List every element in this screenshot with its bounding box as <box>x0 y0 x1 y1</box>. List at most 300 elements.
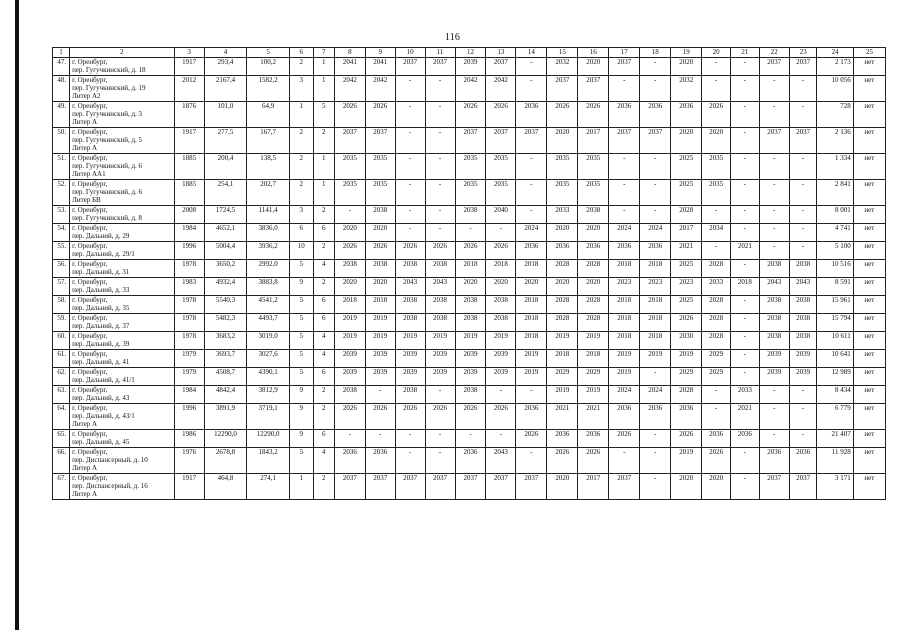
table-cell: 2038 <box>789 296 817 314</box>
table-cell: 5 <box>290 448 313 474</box>
table-cell: 5 <box>290 260 313 278</box>
table-cell: 2018 <box>516 260 547 278</box>
table-cell: 2018 <box>334 296 365 314</box>
table-cell: 2019 <box>547 332 578 350</box>
table-cell: - <box>395 128 425 154</box>
table-cell: 2037 <box>486 58 516 76</box>
table-cell: 2037 <box>578 76 609 102</box>
table-cell: 2039 <box>334 350 365 368</box>
cost-cell: 3 171 <box>817 474 853 500</box>
table-cell: 1986 <box>174 430 204 448</box>
table-cell: 2032 <box>671 76 702 102</box>
table-cell: - <box>516 448 547 474</box>
table-cell: 2042 <box>455 76 486 102</box>
table-cell: 1984 <box>174 386 204 404</box>
table-cell: - <box>516 206 547 224</box>
table-cell: 2035 <box>547 154 578 180</box>
table-cell: 2037 <box>759 474 789 500</box>
table-cell: 2037 <box>395 474 425 500</box>
table-row <box>53 332 886 350</box>
address-cell: г. Оренбург, пер. Дальний, д. 43 <box>70 386 175 404</box>
table-cell: 2 <box>313 404 334 430</box>
table-cell: - <box>425 128 455 154</box>
table-cell: нет <box>853 278 885 296</box>
table-cell: 1917 <box>174 474 204 500</box>
table-cell: 2019 <box>671 448 702 474</box>
table-cell: - <box>640 58 671 76</box>
table-cell: 2026 <box>578 102 609 128</box>
table-cell: 2021 <box>578 404 609 430</box>
table-cell: 2035 <box>455 154 486 180</box>
table-cell: 2019 <box>578 386 609 404</box>
table-cell: 4 <box>313 350 334 368</box>
table-cell: - <box>731 350 760 368</box>
table-cell: 200,4 <box>204 154 247 180</box>
row-number: 65. <box>53 430 70 448</box>
table-cell: 2036 <box>547 430 578 448</box>
row-number: 47. <box>53 58 70 76</box>
table-cell: 2021 <box>547 404 578 430</box>
table-cell: 2039 <box>365 368 395 386</box>
table-cell: 2028 <box>702 314 731 332</box>
table-cell: 2038 <box>486 296 516 314</box>
address-cell: г. Оренбург, пер. Диспансерный, д. 16 Литер А <box>70 474 175 500</box>
table-cell: нет <box>853 102 885 128</box>
table-cell: 9 <box>290 404 313 430</box>
table-cell: - <box>759 242 789 260</box>
table-cell: 2032 <box>547 58 578 76</box>
cost-cell: 15 961 <box>817 296 853 314</box>
column-number-18: 18 <box>640 48 671 58</box>
row-number: 60. <box>53 332 70 350</box>
table-cell: 2 <box>313 278 334 296</box>
address-cell: г. Оренбург, пер. Дальний, д. 41 <box>70 350 175 368</box>
table-cell: 2039 <box>455 58 486 76</box>
table-cell: 2018 <box>609 260 640 278</box>
table-cell: - <box>365 386 395 404</box>
table-cell: - <box>395 154 425 180</box>
table-cell: - <box>789 404 817 430</box>
address-cell: г. Оренбург, пер. Дальний, д. 33 <box>70 278 175 296</box>
table-cell: - <box>516 154 547 180</box>
table-cell: 254,1 <box>204 180 247 206</box>
table-cell: 2023 <box>640 278 671 296</box>
table-cell: 2038 <box>759 332 789 350</box>
table-cell: 2039 <box>365 350 395 368</box>
row-number: 61. <box>53 350 70 368</box>
table-cell: 4652,1 <box>204 224 247 242</box>
table-cell: 100,2 <box>247 58 290 76</box>
table-cell: 2020 <box>671 58 702 76</box>
table-cell: 2028 <box>578 296 609 314</box>
table-cell: нет <box>853 260 885 278</box>
column-number-13: 13 <box>486 48 516 58</box>
table-cell: нет <box>853 128 885 154</box>
table-cell: - <box>425 224 455 242</box>
table-cell: 3650,2 <box>204 260 247 278</box>
table-cell: 2036 <box>609 242 640 260</box>
table-cell: 2018 <box>516 332 547 350</box>
table-cell: 2025 <box>671 260 702 278</box>
table-cell: 2039 <box>425 350 455 368</box>
table-cell: 2019 <box>425 332 455 350</box>
table-cell: - <box>516 386 547 404</box>
table-row <box>53 128 886 154</box>
table-cell: 9 <box>290 278 313 296</box>
table-cell: 2037 <box>365 128 395 154</box>
table-cell: нет <box>853 350 885 368</box>
table-cell: 2020 <box>671 474 702 500</box>
table-row <box>53 296 886 314</box>
table-cell: 2038 <box>789 260 817 278</box>
table-cell: 6 <box>290 224 313 242</box>
cost-cell: 2 136 <box>817 128 853 154</box>
table-cell: 1582,2 <box>247 76 290 102</box>
table-cell: 12290,0 <box>247 430 290 448</box>
address-cell: г. Оренбург, пер. Дальний, д. 39 <box>70 332 175 350</box>
table-cell: 2026 <box>609 430 640 448</box>
table-cell: 1917 <box>174 58 204 76</box>
table-cell: нет <box>853 448 885 474</box>
table-cell: - <box>789 206 817 224</box>
table-cell: - <box>334 206 365 224</box>
table-row <box>53 404 886 430</box>
table-cell: - <box>789 76 817 102</box>
table-cell: 2023 <box>671 278 702 296</box>
table-row <box>53 242 886 260</box>
table-cell: 12290,0 <box>204 430 247 448</box>
table-cell: - <box>789 180 817 206</box>
row-number: 58. <box>53 296 70 314</box>
table-cell: 2026 <box>455 102 486 128</box>
table-cell: 1917 <box>174 128 204 154</box>
table-cell: 3883,8 <box>247 278 290 296</box>
table-cell: 2039 <box>759 368 789 386</box>
column-number-14: 14 <box>516 48 547 58</box>
table-cell: 2034 <box>702 224 731 242</box>
table-cell: 2019 <box>640 350 671 368</box>
table-cell: 3683,2 <box>204 332 247 350</box>
table-cell: 2019 <box>609 368 640 386</box>
table-cell: - <box>759 386 789 404</box>
table-cell: 2036 <box>609 404 640 430</box>
table-cell: нет <box>853 180 885 206</box>
table-cell: 2020 <box>671 128 702 154</box>
table-cell: - <box>455 430 486 448</box>
table-cell: 2043 <box>425 278 455 296</box>
table-cell: - <box>759 430 789 448</box>
table-cell: 2042 <box>365 76 395 102</box>
table-cell: 2035 <box>365 154 395 180</box>
table-cell: 2035 <box>578 154 609 180</box>
table-cell: 4 <box>313 448 334 474</box>
table-cell: 2019 <box>334 314 365 332</box>
table-cell: 2036 <box>731 430 760 448</box>
table-cell: 2038 <box>395 386 425 404</box>
table-cell: 2028 <box>702 332 731 350</box>
table-cell: 2020 <box>547 474 578 500</box>
table-cell: 2020 <box>578 224 609 242</box>
row-number: 51. <box>53 154 70 180</box>
table-cell: 2035 <box>486 180 516 206</box>
cost-cell: 1 334 <box>817 154 853 180</box>
table-cell: 3 <box>290 76 313 102</box>
table-cell: - <box>789 154 817 180</box>
table-cell: - <box>609 154 640 180</box>
table-cell: 2019 <box>578 332 609 350</box>
table-cell: 2 <box>290 128 313 154</box>
table-cell: нет <box>853 474 885 500</box>
table-cell: - <box>702 404 731 430</box>
table-cell: 1885 <box>174 180 204 206</box>
table-cell: 2018 <box>516 314 547 332</box>
row-number: 63. <box>53 386 70 404</box>
address-cell: г. Оренбург, пер. Гугучкинский, д. 3 Литер А <box>70 102 175 128</box>
table-cell: - <box>395 180 425 206</box>
table-cell: 2019 <box>609 350 640 368</box>
table-cell: - <box>425 386 455 404</box>
table-cell: 2028 <box>671 206 702 224</box>
table-cell: 2026 <box>334 102 365 128</box>
table-cell: 3719,1 <box>247 404 290 430</box>
table-cell: 1 <box>313 180 334 206</box>
table-cell: - <box>425 102 455 128</box>
table-cell: 2038 <box>578 206 609 224</box>
row-number: 52. <box>53 180 70 206</box>
table-cell: - <box>759 206 789 224</box>
table-cell: 6 <box>313 296 334 314</box>
column-number-24: 24 <box>817 48 853 58</box>
table-cell: 6 <box>313 430 334 448</box>
table-cell: 2026 <box>395 242 425 260</box>
table-cell: 2036 <box>516 102 547 128</box>
table-cell: 2018 <box>578 350 609 368</box>
table-cell: - <box>702 242 731 260</box>
table-cell: 2992,0 <box>247 260 290 278</box>
table-cell: 2019 <box>516 350 547 368</box>
table-cell: 2035 <box>455 180 486 206</box>
row-number: 49. <box>53 102 70 128</box>
table-cell: 2028 <box>671 386 702 404</box>
table-cell: 2035 <box>334 180 365 206</box>
table-cell: 2020 <box>455 278 486 296</box>
table-cell: 464,8 <box>204 474 247 500</box>
table-cell: - <box>640 474 671 500</box>
table-cell: 2018 <box>609 296 640 314</box>
table-cell: 2017 <box>578 474 609 500</box>
table-cell: 2028 <box>578 314 609 332</box>
table-cell: - <box>789 386 817 404</box>
table-cell: - <box>425 206 455 224</box>
table-cell: нет <box>853 224 885 242</box>
table-row <box>53 430 886 448</box>
table-cell: 2037 <box>486 128 516 154</box>
table-cell: 9 <box>290 386 313 404</box>
table-cell: 5 <box>313 102 334 128</box>
table-cell: - <box>789 430 817 448</box>
table-cell: 2026 <box>455 242 486 260</box>
table-cell: 2036 <box>578 430 609 448</box>
table-cell: 1996 <box>174 404 204 430</box>
table-cell: - <box>516 76 547 102</box>
table-cell: 4842,4 <box>204 386 247 404</box>
table-cell: - <box>395 206 425 224</box>
column-number-22: 22 <box>759 48 789 58</box>
table-cell: 2036 <box>516 242 547 260</box>
table-cell: 2036 <box>789 448 817 474</box>
table-cell: 6 <box>313 224 334 242</box>
table-cell: - <box>759 404 789 430</box>
table-cell: - <box>702 206 731 224</box>
cost-cell: 11 928 <box>817 448 853 474</box>
table-cell: 6 <box>313 314 334 332</box>
table-cell: 2 <box>313 474 334 500</box>
table-row <box>53 368 886 386</box>
table-cell: 2038 <box>759 314 789 332</box>
address-cell: г. Оренбург, пер. Гугучкинский, д. 6 Литер БВ <box>70 180 175 206</box>
table-cell: нет <box>853 296 885 314</box>
table-cell: 3936,2 <box>247 242 290 260</box>
column-number-10: 10 <box>395 48 425 58</box>
table-cell: 1 <box>290 474 313 500</box>
table-cell: 101,0 <box>204 102 247 128</box>
table-cell: 2020 <box>365 224 395 242</box>
row-number: 48. <box>53 76 70 102</box>
table-cell: 2036 <box>516 404 547 430</box>
table-cell: 2021 <box>731 404 760 430</box>
table-cell: 2038 <box>395 260 425 278</box>
table-cell: - <box>759 180 789 206</box>
table-cell: 2035 <box>334 154 365 180</box>
table-cell: 2020 <box>578 278 609 296</box>
table-cell: - <box>395 430 425 448</box>
table-cell: - <box>731 102 760 128</box>
table-cell: 1978 <box>174 332 204 350</box>
table-cell: - <box>609 448 640 474</box>
table-row <box>53 180 886 206</box>
table-cell: 3019,0 <box>247 332 290 350</box>
table-row <box>53 154 886 180</box>
address-cell: г. Оренбург, пер. Дальний, д. 29 <box>70 224 175 242</box>
column-number-12: 12 <box>455 48 486 58</box>
table-cell: 2026 <box>671 314 702 332</box>
table-cell: 2026 <box>365 102 395 128</box>
table-cell: 2038 <box>789 332 817 350</box>
table-cell: 3 <box>290 206 313 224</box>
table-cell: - <box>731 314 760 332</box>
table-cell: - <box>759 102 789 128</box>
table-cell: 2020 <box>516 278 547 296</box>
table-cell: 2038 <box>365 260 395 278</box>
table-cell: 2039 <box>395 368 425 386</box>
row-number: 57. <box>53 278 70 296</box>
column-number-9: 9 <box>365 48 395 58</box>
table-cell: - <box>455 224 486 242</box>
table-cell: 2020 <box>334 224 365 242</box>
table-cell: 2039 <box>455 350 486 368</box>
table-cell: 2028 <box>547 296 578 314</box>
address-cell: г. Оренбург, пер. Диспансерный, д. 10 Литер А <box>70 448 175 474</box>
cost-cell: 5 100 <box>817 242 853 260</box>
left-margin-rule <box>15 0 19 630</box>
table-cell: 4541,2 <box>247 296 290 314</box>
address-cell: г. Оренбург, пер. Дальний, д. 29/1 <box>70 242 175 260</box>
table-cell: 2 <box>290 154 313 180</box>
table-cell: 2037 <box>365 474 395 500</box>
address-cell: г. Оренбург, пер. Дальний, д. 41/1 <box>70 368 175 386</box>
table-cell: 5004,4 <box>204 242 247 260</box>
cost-cell: 8 001 <box>817 206 853 224</box>
table-cell: 2019 <box>516 368 547 386</box>
page-number: 116 <box>444 32 461 43</box>
table-cell: - <box>731 58 760 76</box>
table-cell: 2033 <box>731 386 760 404</box>
table-cell: 64,9 <box>247 102 290 128</box>
table-cell: 2036 <box>455 448 486 474</box>
table-cell: - <box>395 76 425 102</box>
table-cell: 1984 <box>174 224 204 242</box>
table-cell: - <box>395 102 425 128</box>
table-cell: 2037 <box>789 128 817 154</box>
table-cell: - <box>731 296 760 314</box>
table-cell: 1 <box>290 102 313 128</box>
cost-cell: 15 794 <box>817 314 853 332</box>
address-cell: г. Оренбург, пер. Гугучкинский, д. 18 <box>70 58 175 76</box>
table-row <box>53 386 886 404</box>
table-cell: 2167,4 <box>204 76 247 102</box>
column-number-8: 8 <box>334 48 365 58</box>
cost-cell: 10 641 <box>817 350 853 368</box>
table-cell: - <box>486 430 516 448</box>
table-cell: 2029 <box>547 368 578 386</box>
table-cell: - <box>395 224 425 242</box>
table-cell: 2036 <box>334 448 365 474</box>
table-cell: 2036 <box>702 430 731 448</box>
address-cell: г. Оренбург, пер. Дальний, д. 31 <box>70 260 175 278</box>
table-cell: 2036 <box>671 404 702 430</box>
table-cell: 2 <box>313 206 334 224</box>
table-cell: 2036 <box>547 242 578 260</box>
building-register-table <box>52 47 886 500</box>
table-cell: 2020 <box>547 224 578 242</box>
row-number: 50. <box>53 128 70 154</box>
table-cell: 2008 <box>174 206 204 224</box>
table-cell: 5 <box>290 314 313 332</box>
table-cell: 4 <box>313 260 334 278</box>
table-cell: 2026 <box>486 242 516 260</box>
cost-cell: 10 611 <box>817 332 853 350</box>
column-number-5: 5 <box>247 48 290 58</box>
table-cell: 1843,2 <box>247 448 290 474</box>
column-number-7: 7 <box>313 48 334 58</box>
table-cell: 2035 <box>365 180 395 206</box>
table-cell: 1978 <box>174 260 204 278</box>
column-number-3: 3 <box>174 48 204 58</box>
table-cell: - <box>731 260 760 278</box>
table-cell: 2026 <box>486 404 516 430</box>
table-cell: - <box>640 430 671 448</box>
table-cell: 2024 <box>609 386 640 404</box>
table-cell: 2039 <box>486 350 516 368</box>
table-cell: - <box>640 154 671 180</box>
table-cell: - <box>425 154 455 180</box>
table-cell: 2038 <box>425 296 455 314</box>
table-cell: 1885 <box>174 154 204 180</box>
table-cell: нет <box>853 242 885 260</box>
address-cell: г. Оренбург, пер. Дальний, д. 45 <box>70 430 175 448</box>
table-cell: - <box>731 128 760 154</box>
table-cell: 2023 <box>609 278 640 296</box>
